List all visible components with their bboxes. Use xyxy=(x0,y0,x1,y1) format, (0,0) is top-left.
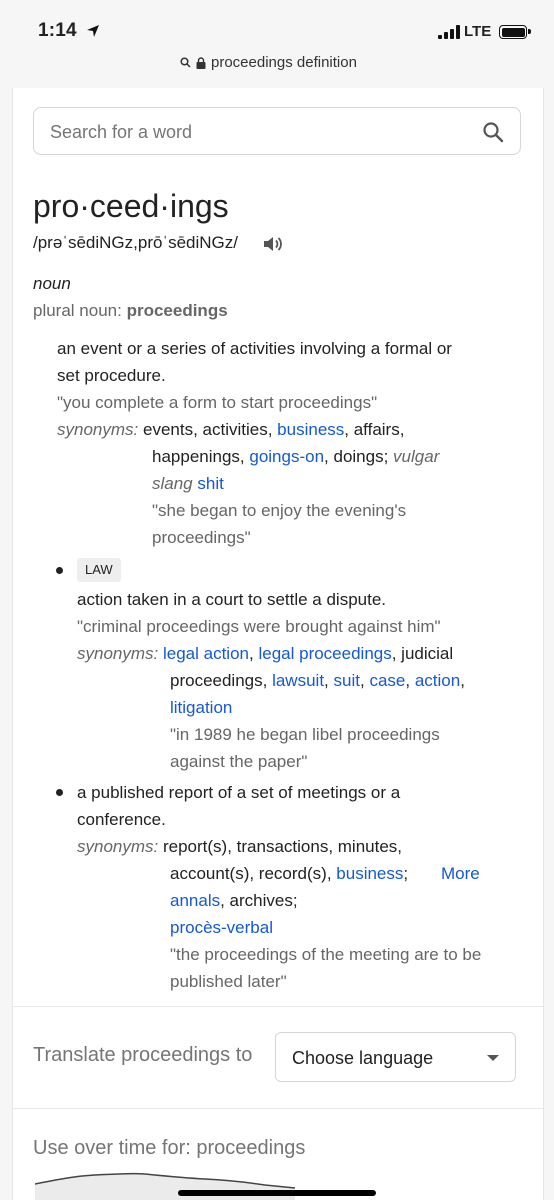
synonym-text: ; xyxy=(403,864,409,883)
synonym-link-legal-action[interactable]: legal action xyxy=(162,644,249,663)
translate-label: Translate proceedings to xyxy=(33,1044,253,1066)
synonym-text: , affairs, xyxy=(344,420,405,439)
sense3-example-line2: published later" xyxy=(170,972,287,991)
sense1-synonyms-row1 xyxy=(57,416,404,443)
plural-value: proceedings xyxy=(126,301,228,320)
sense3-example-line1: "the proceedings of the meeting are to be xyxy=(170,945,482,964)
divider xyxy=(13,1006,543,1007)
plural-label: plural noun: xyxy=(33,301,122,320)
synonyms-label: synonyms: xyxy=(77,837,159,856)
battery-icon xyxy=(499,25,527,39)
phonetic: /prəˈsēdiNGz,prōˈsēdiNGz/ xyxy=(33,233,239,252)
synonyms-label: synonyms: xyxy=(57,420,139,439)
speaker-icon[interactable] xyxy=(262,234,284,254)
headword: pro·ceed·ings xyxy=(33,188,229,224)
synonym-text: , xyxy=(405,671,411,690)
language-select[interactable] xyxy=(275,1032,516,1082)
synonym-link-litigation[interactable]: litigation xyxy=(170,698,233,717)
synonym-link-legal-proceedings[interactable]: legal proceedings xyxy=(258,644,392,663)
sense2-definition: action taken in a court to settle a dispute. xyxy=(77,590,387,609)
dictionary-card xyxy=(12,88,544,1200)
usage-over-time-label: Use over time for: proceedings xyxy=(33,1137,306,1159)
synonym-link-proces-verbal[interactable]: procès-verbal xyxy=(170,918,273,937)
language-select-value: Choose language xyxy=(292,1048,434,1068)
synonym-text: events, activities, xyxy=(142,420,273,439)
register-label-slang: slang xyxy=(152,474,193,493)
synonym-text: , xyxy=(460,671,465,690)
url-text: proceedings definition xyxy=(211,54,357,71)
sense1-example2-line2: proceedings" xyxy=(152,528,251,547)
synonym-text: , xyxy=(359,671,365,690)
sense1-example2-line1: "she began to enjoy the evening's xyxy=(152,501,407,520)
more-synonyms-link[interactable]: More xyxy=(441,864,480,883)
bullet xyxy=(56,567,63,574)
sense3-synonyms-row2 xyxy=(170,860,408,887)
search-input[interactable] xyxy=(33,107,521,155)
sense2-example: "criminal proceedings were brought against him" xyxy=(77,617,441,636)
synonym-text: , judicial xyxy=(391,644,454,663)
sense3-synonyms-row1 xyxy=(77,833,402,860)
location-arrow-icon xyxy=(86,24,100,38)
synonym-link-business[interactable]: business xyxy=(336,864,404,883)
sense3-synonyms-row4 xyxy=(170,914,273,941)
search-placeholder: Search for a word xyxy=(50,122,193,142)
sense1-synonyms-row2 xyxy=(152,443,439,470)
sense1-synonyms-row3 xyxy=(152,470,224,497)
synonym-link-action[interactable]: action xyxy=(414,671,461,690)
synonym-text: , xyxy=(249,644,254,663)
synonym-link-suit[interactable]: suit xyxy=(333,671,360,690)
part-of-speech: noun xyxy=(33,274,71,293)
sense2-example2-line2: against the paper" xyxy=(170,752,308,771)
sense1-definition-line1: an event or a series of activities involving a formal or xyxy=(57,339,452,358)
sense2-synonyms-row3 xyxy=(170,694,232,721)
subject-tag-law: LAW xyxy=(77,558,121,582)
synonym-link-lawsuit[interactable]: lawsuit xyxy=(272,671,325,690)
search-icon[interactable] xyxy=(482,121,504,143)
lock-icon xyxy=(196,57,206,69)
synonym-text: account(s), record(s), xyxy=(170,864,332,883)
dropdown-caret-icon xyxy=(487,1055,499,1061)
synonym-text: report(s), transactions, minutes, xyxy=(162,837,403,856)
synonym-text: happenings, xyxy=(152,447,245,466)
status-time: 1:14 xyxy=(38,20,77,41)
sense2-synonyms-row2 xyxy=(170,667,465,694)
synonym-link-case[interactable]: case xyxy=(369,671,406,690)
sense1-definition-line2: set procedure. xyxy=(57,366,166,385)
address-bar[interactable] xyxy=(0,50,554,80)
synonym-text: , archives; xyxy=(220,891,298,910)
synonym-text: , doings; xyxy=(324,447,389,466)
synonym-link-goings-on[interactable]: goings-on xyxy=(249,447,325,466)
sense3-definition-line2: conference. xyxy=(77,810,166,829)
sense2-synonyms-row1 xyxy=(77,640,453,667)
divider xyxy=(13,1108,543,1109)
plural-form xyxy=(33,301,228,321)
sense3-definition-line1: a published report of a set of meetings or a xyxy=(77,783,401,802)
network-label: LTE xyxy=(464,23,492,40)
synonym-link-business[interactable]: business xyxy=(277,420,345,439)
search-small-icon xyxy=(180,57,191,68)
synonyms-label: synonyms: xyxy=(77,644,159,663)
status-bar xyxy=(0,0,554,50)
register-label-vulgar: vulgar xyxy=(393,447,440,466)
synonym-text: , xyxy=(324,671,329,690)
sense1-example: "you complete a form to start proceedings" xyxy=(57,393,378,412)
home-indicator[interactable] xyxy=(178,1190,376,1196)
sense2-example2-line1: "in 1989 he began libel proceedings xyxy=(170,725,440,744)
signal-icon xyxy=(438,25,460,39)
synonym-link-annals[interactable]: annals xyxy=(170,891,221,910)
sense3-synonyms-row3 xyxy=(170,887,298,914)
synonym-text: proceedings, xyxy=(170,671,268,690)
synonym-link-shit[interactable]: shit xyxy=(197,474,224,493)
bullet xyxy=(56,789,63,796)
